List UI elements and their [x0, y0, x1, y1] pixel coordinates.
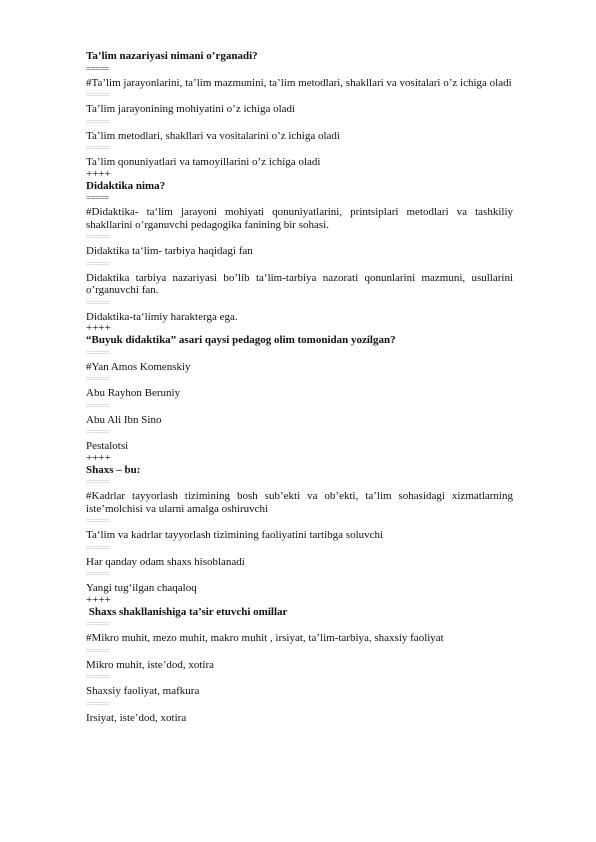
answer-option: #Yan Amos Komenskiy	[86, 360, 191, 373]
question-title: “Buyuk didaktika” asari qaysi pedagog olim tomonidan yozilgan?	[86, 334, 396, 346]
plus-separator: ++++	[86, 451, 111, 464]
separator: =====	[86, 375, 109, 384]
question-title: Shaxs – bu:	[86, 463, 141, 476]
separator: =====	[86, 144, 109, 153]
separator: =====	[86, 233, 109, 242]
question-title: Ta’lim nazariyasi nimani o’rganadi?	[86, 50, 258, 62]
answer-option: Mikro muhit, iste’dod, xotira	[86, 658, 215, 671]
answer-option: Didaktika-ta‘limiy harakterga ega.	[86, 310, 238, 323]
answer-option: Ta’lim qonuniyatlari va tamoyillarini o’z ichiga oladi	[86, 156, 321, 168]
separator: =====	[86, 699, 109, 709]
answer-option: Ta‘lim va kadrlar tayyorlash tizimining faoliyatini tartibga soluvchi	[86, 529, 384, 541]
answer-option: #Didaktika- ta‘lim jarayoni mohiyati qonuniyatlarini, printsiplari metodlari va tashkiliy shakllarini o’rganuvchi pedagogika fanining bir sohasi.	[86, 206, 513, 231]
separator: =====	[86, 543, 109, 553]
separator: =====	[86, 298, 109, 308]
separator: =====	[86, 673, 109, 682]
separator: =====	[86, 620, 109, 629]
question-title: Didaktika nima?	[86, 179, 166, 192]
question-title: Shaxs shakllanishiga ta’sir etuvchi omillar	[86, 605, 288, 618]
separator: =====	[86, 348, 109, 358]
separator: =====	[86, 401, 109, 411]
separator: =====	[86, 517, 109, 526]
answer-option: Irsiyat, iste’dod, xotira	[86, 711, 187, 724]
answer-option: Abu Ali Ibn Sino	[86, 413, 162, 426]
separator: =====	[86, 91, 109, 100]
separator: =====	[86, 194, 109, 203]
answer-option: Pestalotsi	[86, 440, 129, 452]
answer-option: #Ta’lim jarayonlarini, ta’lim mazmunini, ta’lim metodlari, shakllari va vositalari o’z ichiga oladi	[86, 76, 512, 89]
plus-separator: ++++	[86, 593, 111, 606]
plus-separator: ++++	[86, 322, 111, 334]
separator: =====	[86, 64, 109, 74]
answer-option: Abu Rayhon Beruniy	[86, 387, 181, 399]
answer-option: Didaktika tarbiya nazariyasi bo’lib ta‘lim-tarbiya nazorati qonunlarini mazmuni, usullarini o’rganuvchi fan.	[86, 271, 513, 296]
separator: =====	[86, 570, 109, 579]
plus-separator: ++++	[86, 167, 111, 180]
answer-option: #Kadrlar tayyorlash tizimining bosh sub’ekti va ob’ekti, ta’lim sohasidagi xizmatlarning iste’molchisi va ularni amalga oshiruvchi	[86, 490, 513, 515]
answer-option: Shaxsiy faoliyat, mafkura	[86, 685, 200, 697]
separator: =====	[86, 428, 109, 437]
separator: =====	[86, 646, 109, 656]
separator: =====	[86, 117, 109, 127]
answer-option: Ta’lim metodlari, shakllari va vositalarini o’z ichiga oladi	[86, 129, 340, 142]
answer-option: Ta’lim jarayonining mohiyatini o’z ichiga oladi	[86, 103, 296, 115]
answer-option: #Mikro muhit, mezo muhit, makro muhit , irsiyat, ta’lim-tarbiya, shaxsiy faoliyat	[86, 632, 444, 644]
answer-option: Har qanday odam shaxs hisoblanadi	[86, 555, 245, 568]
answer-option: Didaktika ta‘lim- tarbiya haqidagi fan	[86, 245, 253, 257]
separator: =====	[86, 478, 109, 487]
document-page	[86, 50, 513, 724]
answer-option: Yangi tug‘ilgan chaqaloq	[86, 582, 197, 594]
separator: =====	[86, 259, 109, 269]
